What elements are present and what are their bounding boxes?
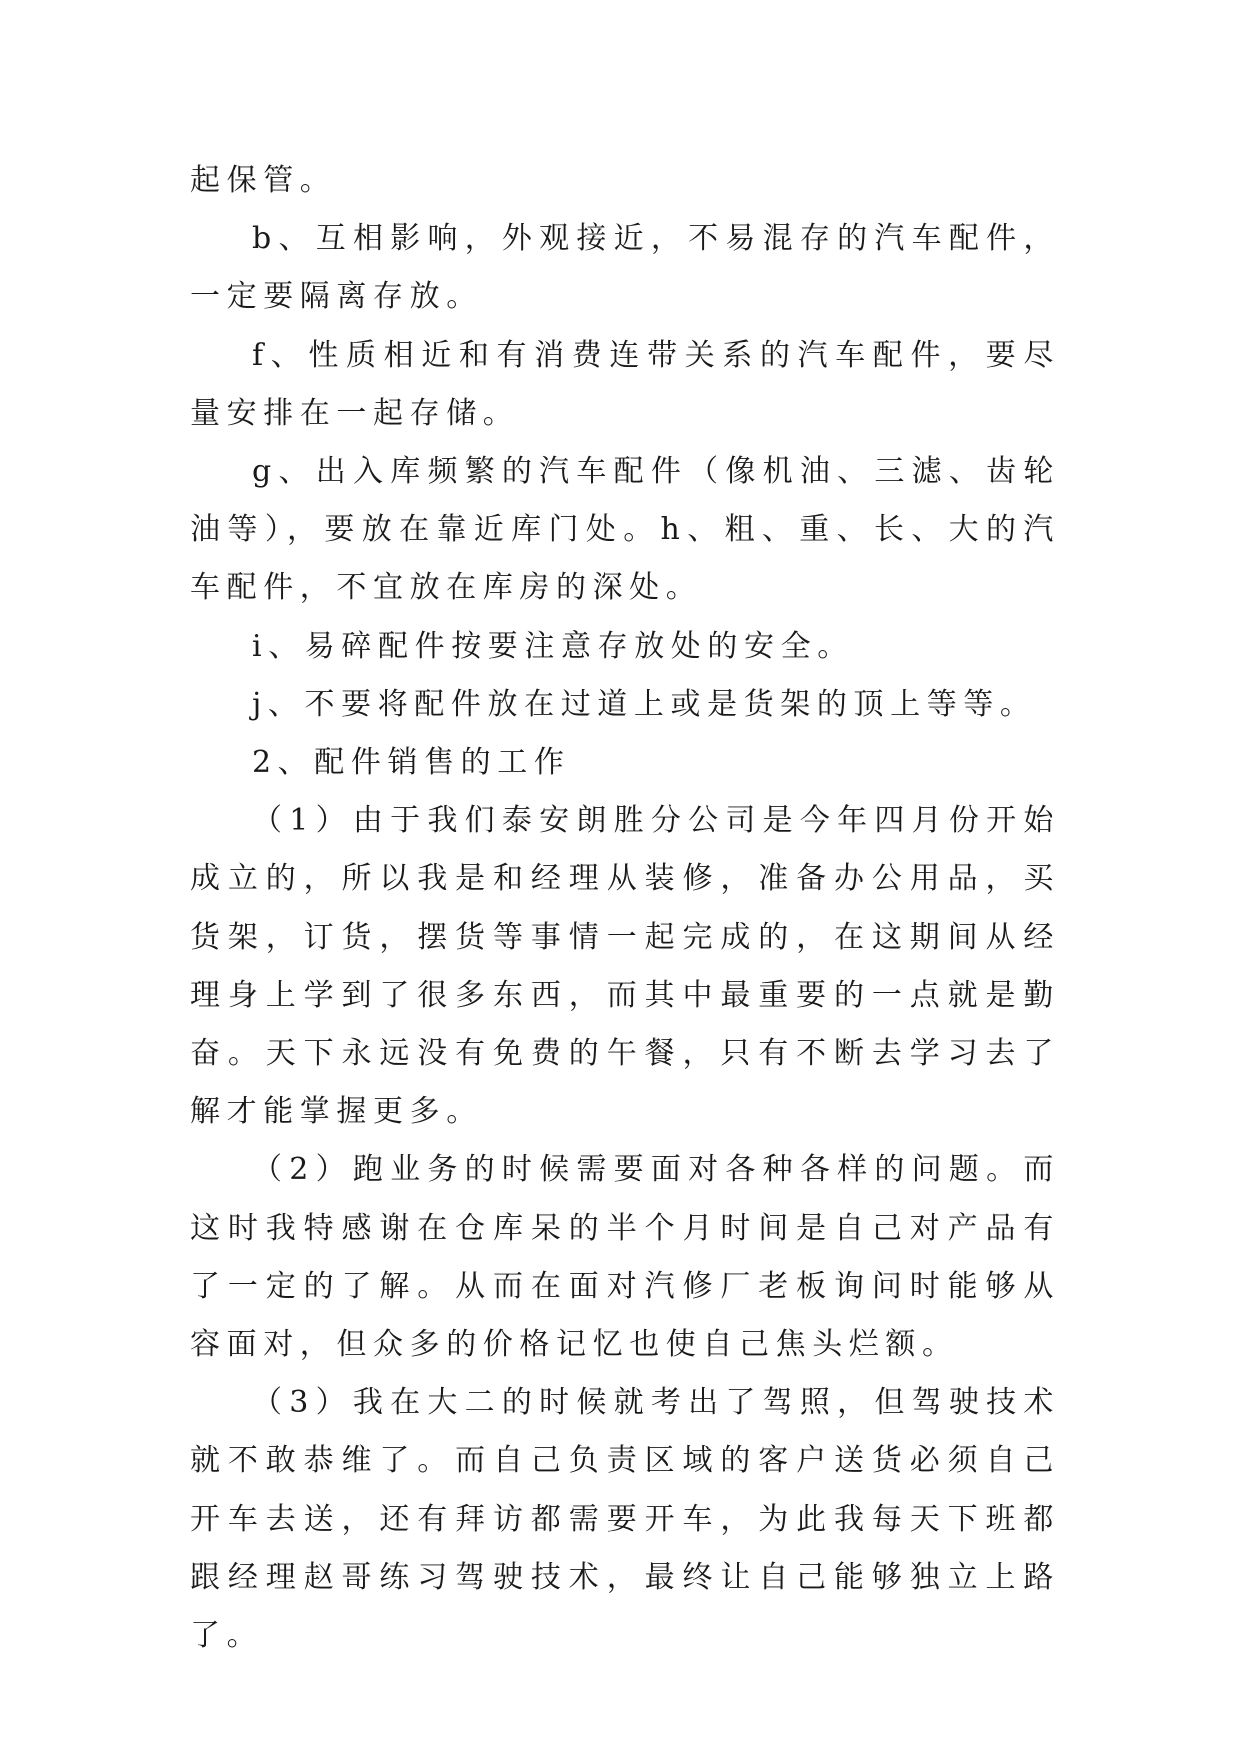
document-body [190,152,1060,1665]
paragraph-item-b: b、互相影响，外观接近，不易混存的汽车配件，一定要隔离存放。 [190,221,1060,315]
section-heading-sales: 2、配件销售的工作 [252,745,571,781]
paragraph-item-i: i、易碎配件按要注意存放处的安全。 [252,628,854,664]
paragraph-item-f: f、性质相近和有消费连带关系的汽车配件，要尽量安排在一起存储。 [190,337,1060,431]
paragraph-item-j: j、不要将配件放在过道上或是货架的顶上等等。 [252,686,1037,722]
paragraph-sales-3: （3）我在大二的时候就考出了驾照，但驾驶技术就不敢恭维了。而自己负责区域的客户送货必须自己开车去送，还有拜访都需要开车，为此我每天下班都跟经理赵哥练习驾驶技术，最终让自己能够独立上路了。 [190,1385,1060,1654]
paragraph-sales-2: （2）跑业务的时候需要面对各种各样的问题。而这时我特感谢在仓库呆的半个月时间是自己对产品有了一定的了解。从而在面对汽修厂老板询问时能够从容面对，但众多的价格记忆也使自己焦头烂额。 [190,1152,1060,1363]
paragraph-sales-1: （1）由于我们泰安朗胜分公司是今年四月份开始成立的，所以我是和经理从装修，准备办公用品，买货架，订货，摆货等事情一起完成的，在这期间从经理身上学到了很多东西，而其中最重要的一点就是勤奋。天下永远没有免费的午餐，只有不断去学习去了解才能掌握更多。 [190,803,1060,1130]
paragraph-continuation: 起保管。 [190,163,337,198]
paragraph-item-g-h: g、出入库频繁的汽车配件（像机油、三滤、齿轮油等），要放在靠近库门处。h、粗、重、长、大的汽车配件，不宜放在库房的深处。 [190,454,1060,606]
